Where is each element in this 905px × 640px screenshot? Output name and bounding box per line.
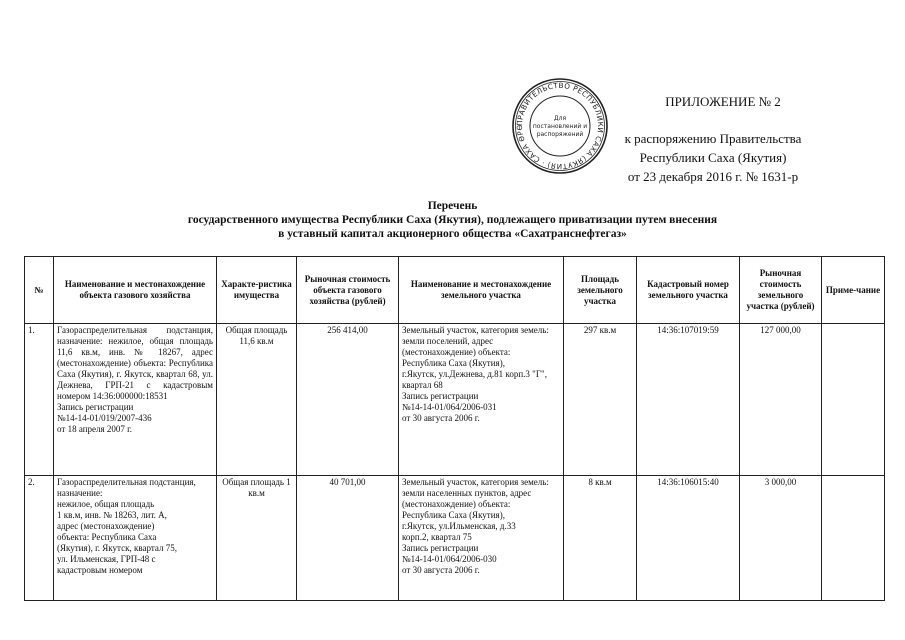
annex-block [598,92,828,186]
seal-inner-line1: Для [553,115,567,122]
annex-line-3: от 23 декабря 2016 г. № 1631-р [627,169,799,184]
row-area: 8 кв.м [564,476,637,601]
annex-title: ПРИЛОЖЕНИЕ № 2 [665,94,781,109]
document-title-line-2: государственного имущества Республики Саха (Якутия), подлежащего приватизации путем внесения [187,214,718,226]
property-table [24,256,885,601]
header-object: Наименование и местонахождение объекта газового хозяйства [54,257,217,324]
annex-line-2: Республики Саха (Якутия) [639,150,787,165]
row-characteristic: Общая площадь 11,6 кв.м [217,324,297,476]
header-note: Приме-чание [822,257,885,324]
row-land-value: 3 000,00 [740,476,822,601]
header-characteristic: Характе-ристика имущества [217,257,297,324]
seal-inner-line2: постановлений и [532,123,588,130]
official-seal [510,76,610,176]
row-cadastral: 14:36:106015:40 [637,476,740,601]
row-number: 1. [25,324,54,476]
seal-inner-line3: распоряжений [536,131,584,138]
document-title-line-1: Перечень [427,200,478,212]
row-note [822,476,885,601]
row-land: Земельный участок, категория земель: земли населенных пунктов, адрес (местонахождение) объекта: Республика Саха (Якутия), г.Якутск, ул.Ильменская, д.33 корп.2, квартал 75 Запись регистрации №14-14-01/064/2006-030 от 30 августа 2006 г. [399,476,564,601]
header-land: Наименование и местонахождение земельного участка [399,257,564,324]
row-note [822,324,885,476]
row-number: 2. [25,476,54,601]
document-title [60,199,845,241]
header-cadastral: Кадастровый номер земельного участка [637,257,740,324]
row-object: Газораспределительная подстанция, назначение: нежилое, общая площадь 1 кв.м, инв. № 18263, лит. А, адрес (местонахождение) объекта: Республика Саха (Якутия), г. Якутск, квартал 75, ул. Ильменская, ГРП-48 с кадастровым номером [54,476,217,601]
row-characteristic: Общая площадь 1 кв.м [217,476,297,601]
table-row [25,476,885,601]
row-area: 297 кв.м [564,324,637,476]
annex-line-1: к распоряжению Правительства [624,131,802,146]
row-object-value: 40 701,00 [297,476,399,601]
header-object-value: Рыночная стоимость объекта газового хозяйства (рублей) [297,257,399,324]
row-object: Газораспределительная подстанция, назначение: нежилое, общая площадь 11,6 кв.м, инв. № 18267, адрес (местонахождение) объекта: Республика Саха (Якутия), г. Якутск, квартал 68, ул. Дежнева, ГРП-21 с кадастровым номером 14:36:000000:18531 Запись регистрации №14-14-01/019/2007-436 от 18 апреля 2007 г. [54,324,217,476]
table-header-row [25,257,885,324]
header-land-value: Рыночная стоимость земельного участка (рублей) [740,257,822,324]
seal-icon [510,76,610,176]
table-row [25,324,885,476]
row-land: Земельный участок, категория земель: земли поселений, адрес (местонахождение) объекта: Республика Саха (Якутия), г.Якутск, ул.Дежнева, д.81 корп.3 "Г", квартал 68 Запись регистрации №14-14-01/064/2006-031 от 30 августа 2006 г. [399,324,564,476]
row-object-value: 256 414,00 [297,324,399,476]
row-cadastral: 14:36:107019:59 [637,324,740,476]
seal-ring-text: ПРАВИТЕЛЬСТВО РЕСПУБЛИКИ САХА (ЯКУТИЯ) · САХА ӨРӨ [514,80,606,172]
header-number: № [25,257,54,324]
header-area: Площадь земельного участка [564,257,637,324]
row-land-value: 127 000,00 [740,324,822,476]
document-title-line-3: в уставный капитал акционерного общества «Сахатранснефтегаз» [278,228,627,240]
